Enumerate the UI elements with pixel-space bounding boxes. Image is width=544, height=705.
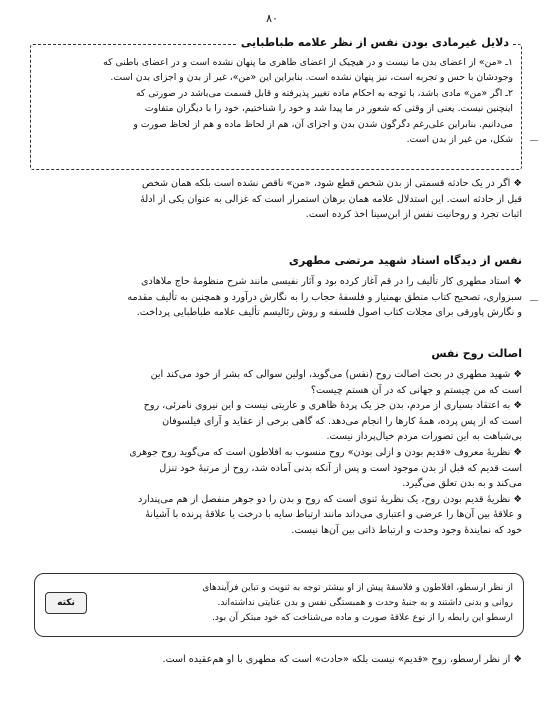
- text-line: است قدیم که قبل از بدن موجود است و پس از آنکه بدنی آماده شد، روح از مرتبهٔ خود تنزل: [159, 462, 522, 474]
- note-line: ارسطو این رابطه را از نوع علاقهٔ صورت و ماده می‌شناخت که خود مبتکر آن بود.: [212, 613, 513, 623]
- reasons-line: اینچنین نیست. یعنی از وقتی که شعور در ما پیدا شد و خود را شناختیم، خود را با دیگران متفاوت: [144, 103, 513, 115]
- text-line: سبزواری، تصحیح کتاب منطق بهمنیار و فلسفهٔ حجاب را به نگارش درآورد و همچنین به تألیف مقدمه: [127, 291, 522, 303]
- note-line: از نظر ارسطو، افلاطون و فلاسفهٔ پیش از او بیشتر توجه به ثنویت و تباین فرآیندهای: [202, 583, 513, 593]
- reasons-box: [30, 36, 522, 170]
- text-line: ❖ نظریهٔ قدیم بودن روح، یک نظریهٔ ثنوی است که روح و بدن را دو جوهر منفصل از هم می‌پندارد: [138, 493, 522, 505]
- note-line: روانی و بدنی داشتند و به جنبهٔ وحدت و همبستگی نفس و بدن عنایتی نداشته‌اند.: [217, 598, 513, 608]
- paragraph-continuity: [24, 176, 522, 223]
- text-line: است که من چیستم و جهانی که در آن هستم چیست؟: [310, 384, 522, 396]
- text-line: ❖ از نظر ارسطو، روح «قدیم» نیست بلکه «حادث» است که مطهری با او هم‌عقیده است.: [162, 654, 522, 665]
- text-line: قبل از حادثه است. این استدلال علامه همان برهان استمرار است که غزالی به عنوان یکی از ادلهٔ: [140, 193, 522, 205]
- reasons-box-body: [39, 55, 513, 147]
- reasons-box-title: دلایل غیرمادی بودن نفس از نظر علامه طباطبایی: [237, 36, 513, 49]
- paragraph-aristotle: [24, 652, 522, 668]
- note-box: [34, 573, 524, 637]
- text-line: و علاقهٔ بین آن‌ها را عرضی و اعتباری می‌داند مانند ارتباط سایه با درخت یا علاقهٔ پرنده با آشیانهٔ: [145, 509, 522, 521]
- note-body: [97, 581, 513, 626]
- text-line: می‌کند و به بدن تعلق می‌گیرد.: [402, 478, 522, 490]
- page-number: ۸۰: [266, 12, 278, 25]
- margin-mark: [530, 300, 538, 301]
- reasons-line: می‌دانیم. بنابراین علی‌رغم دگرگون شدن بدن و اجزای آن، هم از لحاظ ماده و هم از لحاظ صورت و: [133, 118, 513, 130]
- text-line: ❖ شهید مطهری در بحث اصالت روح (نفس) می‌گوید، اولین سوالی که بشر از خود می‌کند این: [150, 369, 522, 380]
- paragraph-motahhari: [24, 274, 522, 321]
- text-line: ❖ نظریهٔ معروف «قدیم بودن و ازلی بودن» روح منسوب به افلاطون است که می‌گوید روح جوهری: [129, 446, 522, 458]
- note-badge: نکته: [45, 592, 87, 614]
- reasons-line: ۲ـ اگر «من» مادی باشد، با توجه به احکام ماده تغییر پذیرفته و قابل قسمت می‌باشد در صورتی که: [135, 87, 513, 99]
- reasons-line: وجودشان با حس و تجربه است، نیز پنهان نشده است. بنابراین این «من»، غیر از بدن و اجزای بدن است.: [110, 72, 513, 84]
- text-line: ❖ به اعتقاد بسیاری از مردم، بدن جز یک پردهٔ ظاهری و عاریتی نیست و این نیروی نامرئی، روح: [143, 400, 522, 412]
- text-line: اثبات تجرد و روحانیت نفس از ابن‌سینا اخذ کرده است.: [305, 209, 522, 221]
- text-line: است که از پس پرده، همهٔ کارها را انجام می‌دهد. که گاهی برخی از عقاید و آرای فیلسوفان: [162, 415, 522, 427]
- text-line: خود که نمایندهٔ وجود وحدت و ارتباط ذاتی بین آن‌ها نیست.: [291, 524, 522, 536]
- text-line: ❖ اگر در یک حادثه قسمتی از بدن شخص قطع شود، «من» ناقص نشده است بلکه همان شخص: [142, 178, 522, 189]
- reasons-line: شکل، من غیر از بدن است.: [406, 134, 513, 146]
- margin-mark: [530, 140, 538, 141]
- section-heading-soul: اصالت روح نفس: [431, 347, 522, 360]
- text-line: بی‌شباهت به این تصورات مردم خیال‌پرداز نیست.: [326, 431, 522, 443]
- section-heading-motahhari: نفس از دیدگاه استاد شهید مرتضی مطهری: [288, 254, 522, 267]
- text-line: و نگارش پاورقی برای مجلات کتاب اصول فلسفه و روش رئالیسم تألیف علامه طباطبایی پرداخت.: [136, 307, 522, 319]
- text-line: ❖ استاد مطهری کار تألیف را در قم آغاز کرده بود و آثار نفیسی مانند شرح منظومهٔ حاج ملاهادی: [141, 276, 522, 287]
- paragraph-soul: [24, 367, 522, 539]
- reasons-line: ۱ـ «من» از اعضای بدن ما نیست و در هیچیک از اعضای ظاهری ما پنهان نشده است و در اعضای باطنی که: [103, 57, 513, 68]
